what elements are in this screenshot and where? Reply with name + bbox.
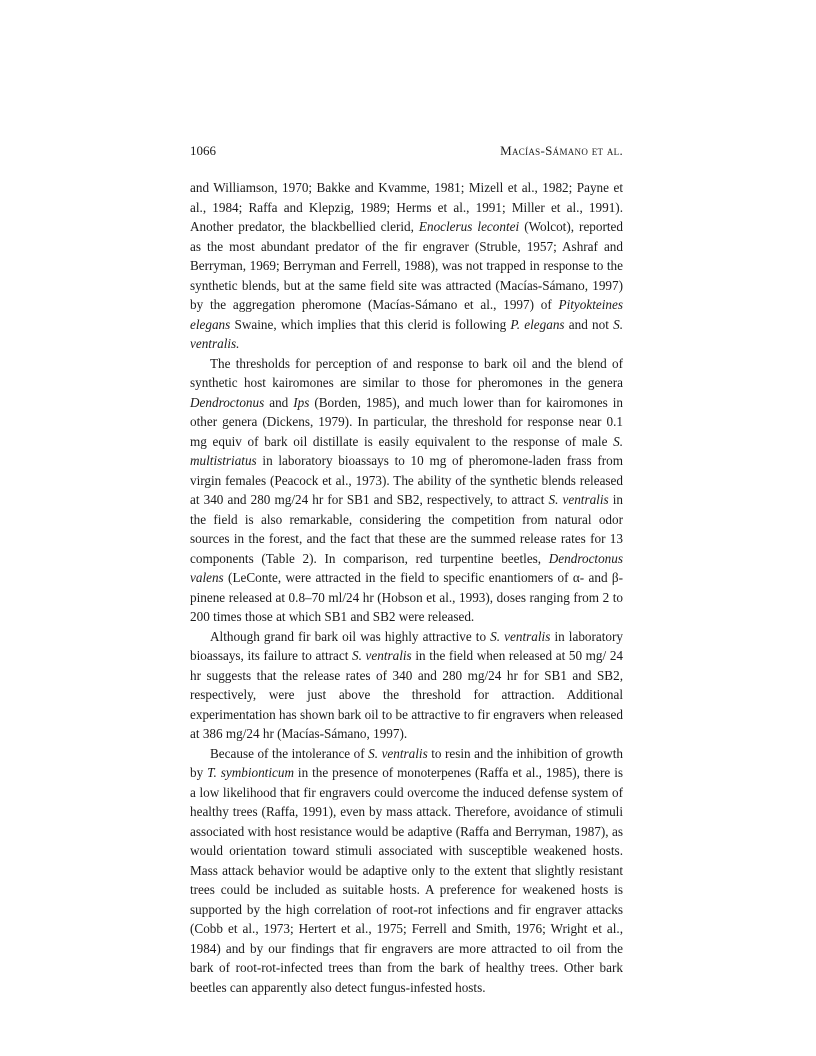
text-run: in the field when released at 50 mg/ 24 hr suggests that the release rates of 340 and 280 mg/24 hr for SB1 and SB2, respectively, were just above the threshold for attraction. Additional experimentation has shown bark oil to be attractive to fir engravers when released at 386 mg/24 hr (Macías-Sámano, 1997). (190, 648, 624, 741)
italic-text: Pityokteines elegans (190, 297, 623, 332)
text-run: in the presence of monoterpenes (Raffa et al., 1985), there is a low likelihood that fir engravers could overcome the induced defense system of healthy trees (Raffa, 1991), even by mass attack. Therefore, avoidance of stimuli associated with host resistance would be adaptive (Raffa and Berryman, 1987), as would orientation toward stimuli associated with susceptible weakened hosts. Mass attack behavior would be adaptive only to the extent that slightly resistant trees could be included as suitable hosts. A preference for weakened hosts is supported by the high correlation of root-rot infections and fir engraver attacks (Cobb et al., 1973; Hertert et al., 1975; Ferrell and Smith, 1976; Wright et al., 1984) and by our findings that fir engravers are more attracted to oil from the bark of root-rot-infected trees than from the bark of healthy trees. Other bark beetles can apparently also detect fungus-infested hosts. (190, 765, 624, 995)
paragraph (190, 627, 623, 744)
text-run: (LeConte, were attracted in the field to specific enantiomers of α- and β-pinene released at 0.8–70 ml/24 hr (Hobson et al., 1993), doses ranging from 2 to 200 times those at which SB1 and SB2 were released. (190, 570, 623, 624)
text-run: and not (564, 316, 614, 332)
body-text (190, 178, 623, 997)
paragraph (190, 178, 623, 354)
italic-text: S. multistriatus (190, 433, 623, 468)
text-run: (Borden, 1985), and much lower than for kairomones in other genera (Dickens, 1979). In particular, the threshold for response near 0.1 mg equiv of bark oil distillate is easily equivalent to the response of male (190, 394, 624, 449)
text-run: in laboratory bioassays, its failure to attract (190, 628, 623, 663)
running-head: Macías-Sámano et al. (500, 143, 623, 158)
italic-text: S. ventralis (548, 492, 609, 507)
text-run: and (264, 394, 294, 410)
page-header (190, 141, 623, 161)
italic-text: S. ventralis (352, 648, 412, 663)
italic-text: S. ventralis (368, 745, 428, 761)
paragraph (190, 744, 623, 998)
italic-text: T. symbionticum (207, 765, 294, 780)
italic-text: Dendroctonus (190, 394, 265, 410)
text-run: (Wolcot), reported as the most abundant predator of the fir engraver (Struble, 1957; Ashraf and Berryman, 1969; Berryman and Ferrell, 1988), was not trapped in response to the synthetic blends, but at the same field site was attracted (Macías-Sámano, 1997) by the aggregation pheromone (Macías-Sámano et al., 1997) of (190, 219, 623, 312)
italic-text: Ips (293, 394, 310, 410)
text-run: Swaine, which implies that this clerid is following (230, 316, 511, 332)
paragraph (190, 354, 623, 627)
text-run: in laboratory bioassays to 10 mg of pheromone-laden frass from virgin females (Peacock et al., 1973). The ability of the synthetic blends released at 340 and 280 mg/24 hr for SB1 and SB2, respectively, to attract (190, 453, 623, 507)
italic-text: Dendroctonus valens (190, 550, 623, 585)
text-run: The thresholds for perception of and response to bark oil and the blend of synthetic host kairomones are similar to those for pheromones in the genera (190, 355, 623, 390)
text-run: Although grand fir bark oil was highly attractive to (210, 628, 491, 644)
text-run: in the field is also remarkable, considering the competition from natural odor sources in the forest, and the fact that these are the summed release rates for 13 components (Table 2). In comparison, red turpentine beetles, (190, 492, 623, 566)
text-run: and Williamson, 1970; Bakke and Kvamme, 1981; Mizell et al., 1982; Payne et al., 1984; Raffa and Klepzig, 1989; Herms et al., 1991; Miller et al., 1991). Another predator, the blackbellied clerid, (190, 180, 623, 234)
text-run: to resin and the inhibition of growth by (190, 745, 624, 780)
italic-text: Enoclerus lecontei (418, 219, 520, 234)
page-number: 1066 (190, 143, 216, 158)
text-run: Because of the intolerance of (210, 745, 369, 761)
italic-text: S. ventralis (490, 628, 551, 644)
italic-text: P. elegans (510, 316, 565, 332)
italic-text: S. ventralis. (190, 316, 623, 351)
